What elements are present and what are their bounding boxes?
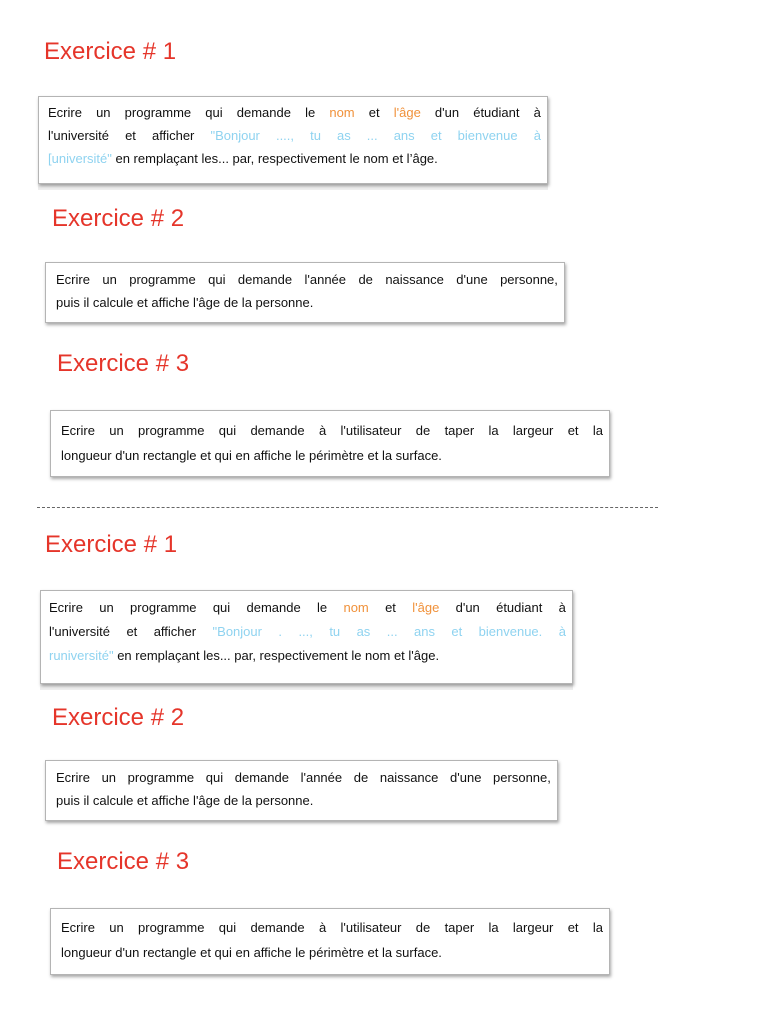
exercise-1-line-2: l'université et afficher "Bonjour . ..., tu as ... ans et bienvenue. à <box>49 624 566 639</box>
exercise-3-title: Exercice # 3 <box>57 848 190 875</box>
highlight-nom: nom <box>343 600 369 615</box>
exercise-3-line-1: Ecrire un programme qui demande à l'utilisateur de taper la largeur et la <box>61 920 603 935</box>
highlight-nom: nom <box>329 105 355 120</box>
highlight-age: l'âge <box>412 600 440 615</box>
exercise-2-title: Exercice # 2 <box>52 704 185 731</box>
exercise-3-line-2: longueur d'un rectangle et qui en affiche le périmètre et la surface. <box>61 945 442 960</box>
exercise-3-box <box>50 410 610 477</box>
exercise-2-line-2: puis il calcule et affiche l'âge de la personne. <box>56 295 314 310</box>
exercise-1-title: Exercice # 1 <box>44 38 177 65</box>
highlight-age: l'âge <box>393 105 421 120</box>
exercise-3-title: Exercice # 3 <box>57 350 190 377</box>
exercise-3-box <box>50 908 610 975</box>
exercise-1-line-1: Ecrire un programme qui demande le nom et l'âge d'un étudiant à <box>49 596 566 620</box>
dashed-separator <box>37 507 658 508</box>
exercise-2-title: Exercice # 2 <box>52 205 185 232</box>
exercise-1-box <box>40 590 573 684</box>
exercise-1-line-3: runiversité" en remplaçant les... par, respectivement le nom et l'âge. <box>49 648 440 663</box>
exercise-1-title: Exercice # 1 <box>45 531 178 558</box>
exercise-2-box <box>45 760 558 821</box>
exercise-1-line-3: [université" en remplaçant les... par, respectivement le nom et l’âge. <box>48 151 438 166</box>
exercise-2-box <box>45 262 565 323</box>
exercise-2-line-2: puis il calcule et affiche l'âge de la personne. <box>56 793 314 808</box>
exercise-3-line-1: Ecrire un programme qui demande à l'utilisateur de taper la largeur et la <box>61 423 603 438</box>
exercise-1-line-1: Ecrire un programme qui demande le nom et l'âge d'un étudiant à <box>48 101 541 124</box>
exercise-1-line-2: l'université et afficher "Bonjour ...., tu as ... ans et bienvenue à <box>48 128 541 143</box>
exercise-3-line-2: longueur d'un rectangle et qui en affiche le périmètre et la surface. <box>61 448 442 463</box>
exercise-2-line-1: Ecrire un programme qui demande l'année de naissance d'une personne, <box>56 272 558 287</box>
exercise-1-box <box>38 96 548 184</box>
exercise-2-line-1: Ecrire un programme qui demande l'année de naissance d'une personne, <box>56 770 551 785</box>
